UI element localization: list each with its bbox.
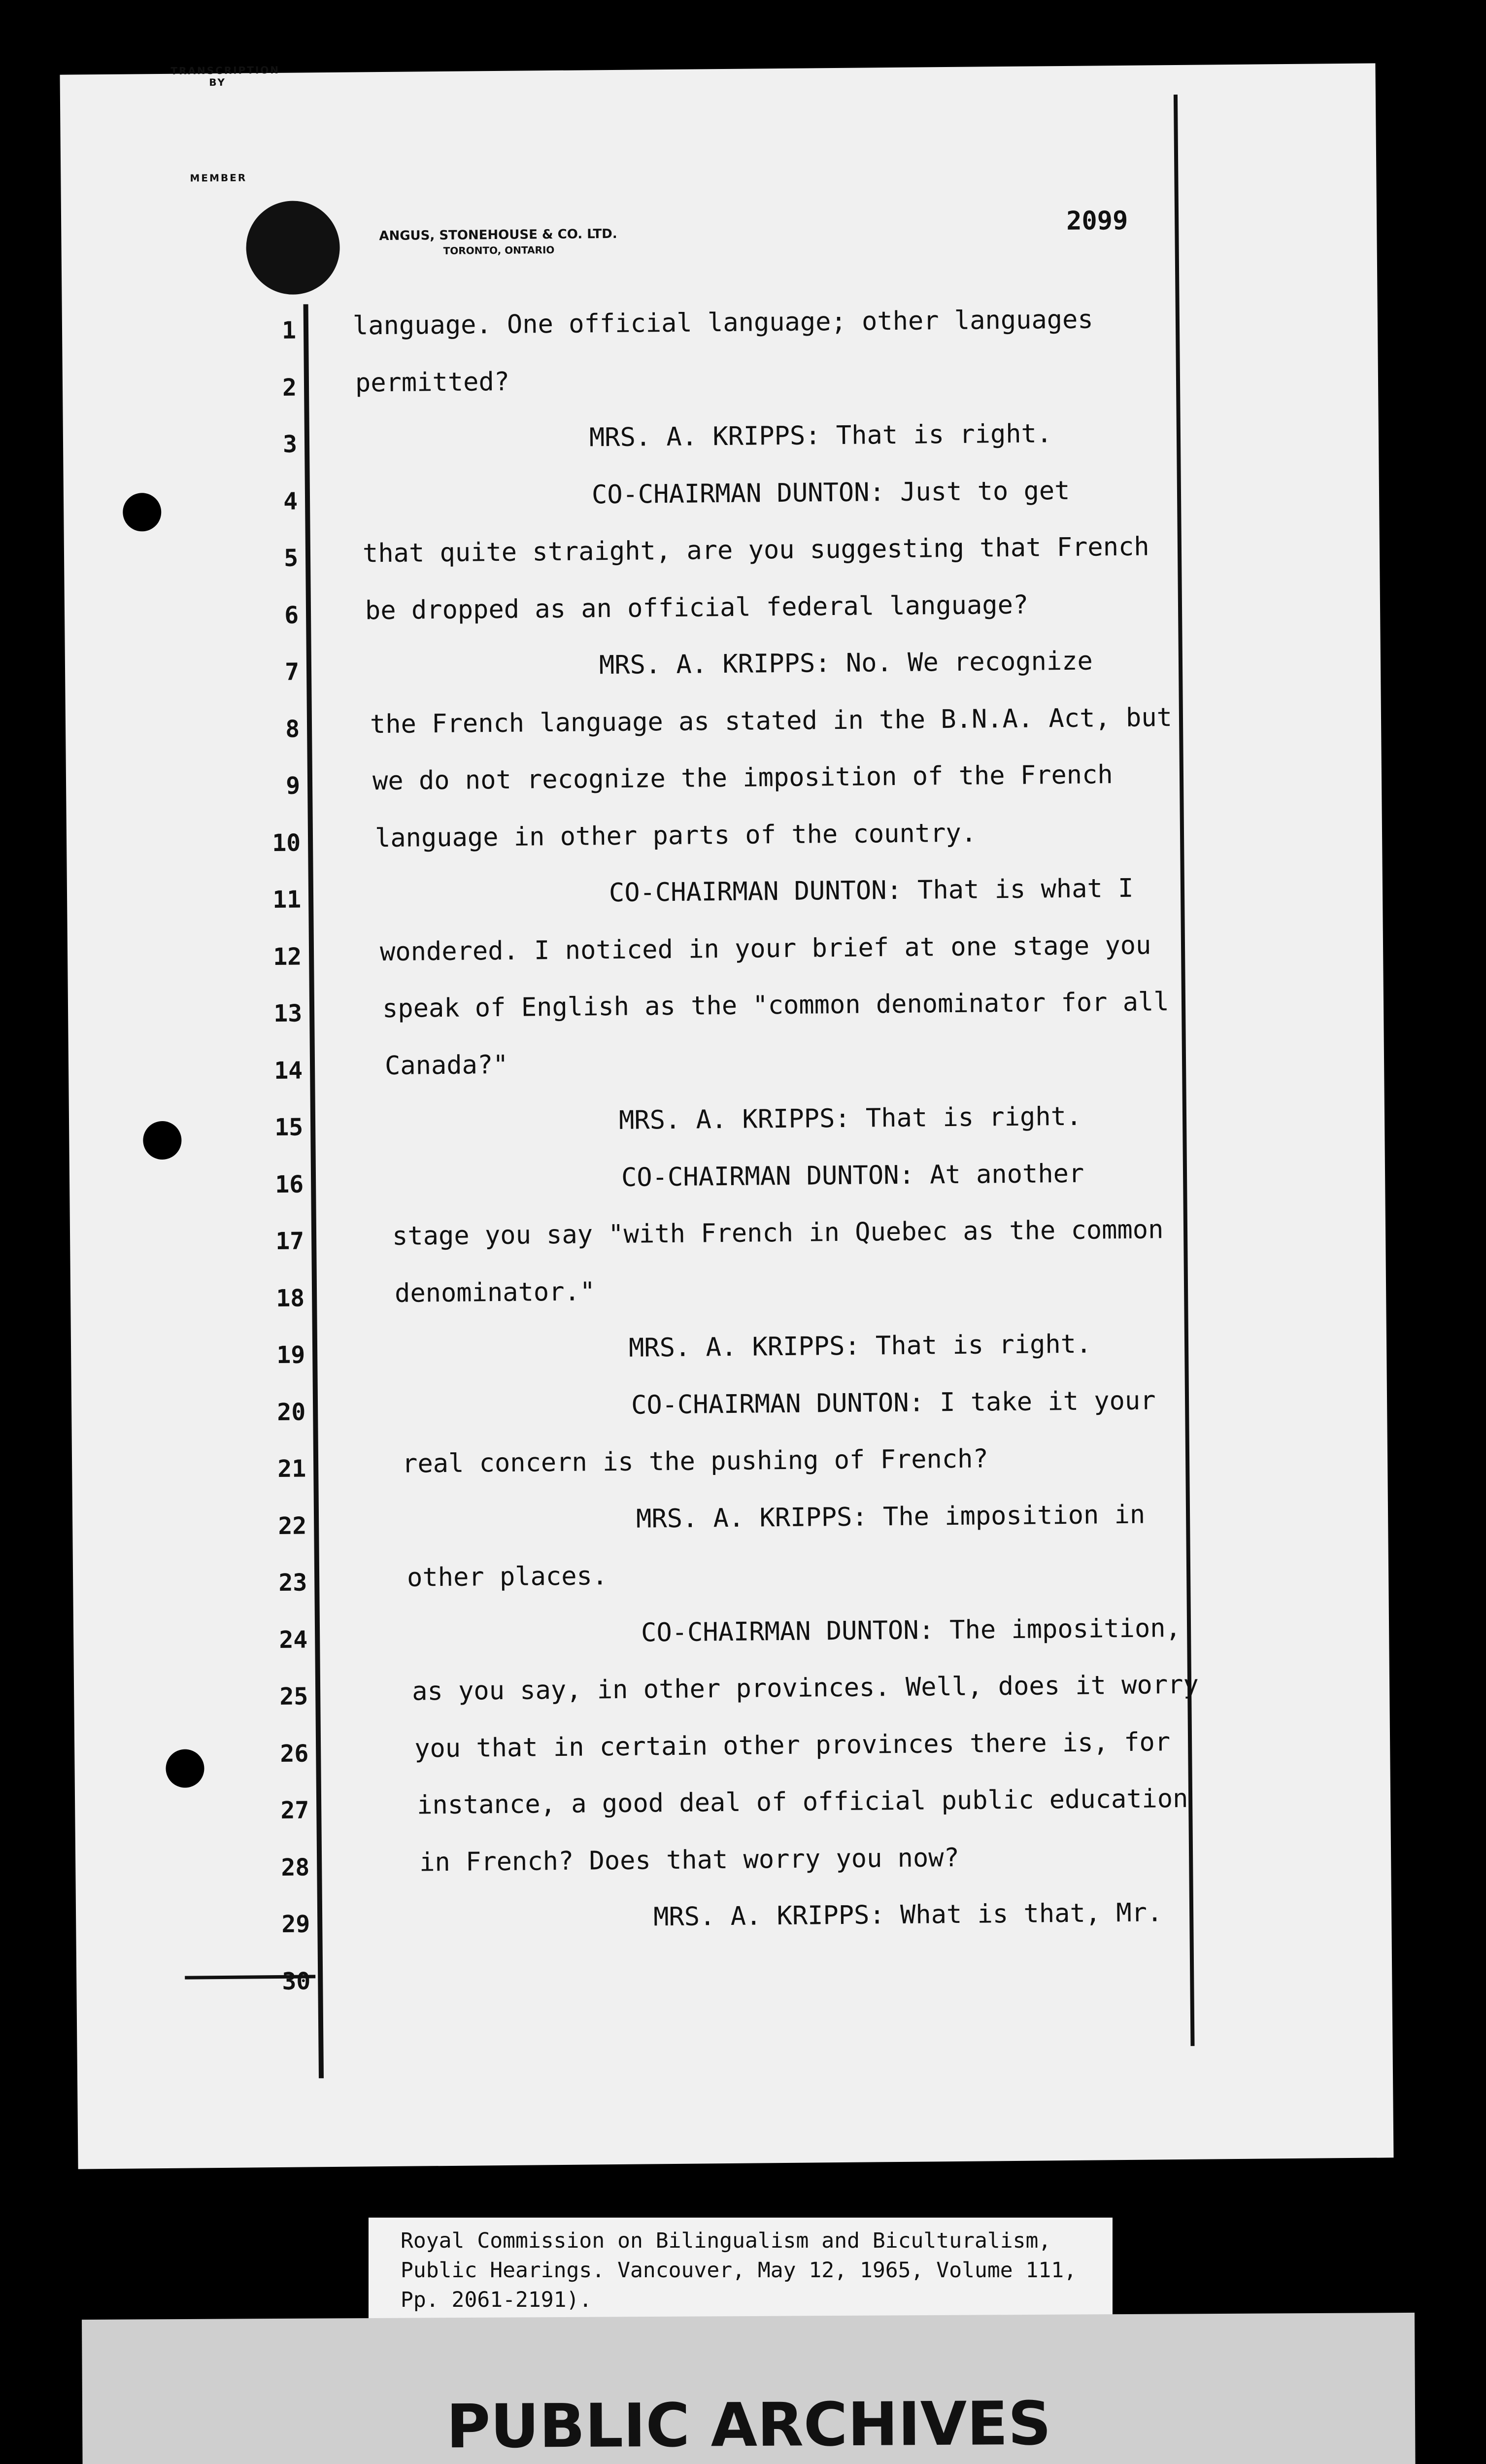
right-margin-rule [1174, 95, 1195, 2046]
line-number: 15 [274, 1113, 304, 1142]
line-number: 17 [275, 1227, 304, 1255]
transcript-line: MRS. A. KRIPPS: That is right. [618, 1101, 1082, 1135]
stamp-line-1: PUBLIC ARCHIVES [446, 2388, 1051, 2462]
line-number: 6 [284, 601, 299, 629]
transcript-line: that quite straight, are you suggesting that French [362, 532, 1149, 569]
line-number: 7 [284, 658, 300, 686]
transcript-line: CO-CHAIRMAN DUNTON: The imposition, [641, 1613, 1182, 1648]
transcript-line: real concern is the pushing of French? [402, 1444, 989, 1479]
line-number: 19 [276, 1341, 305, 1369]
transcript-line: MRS. A. KRIPPS: What is that, Mr. [653, 1898, 1163, 1932]
seal-logo-icon [246, 201, 340, 295]
transcript-line: CO-CHAIRMAN DUNTON: At another [621, 1159, 1084, 1193]
transcript-line: we do not recognize the imposition of the French [372, 760, 1113, 796]
transcript-line: MRS. A. KRIPPS: That is right. [628, 1329, 1092, 1363]
transcript-page [60, 63, 1394, 2169]
transcript-line: permitted? [355, 367, 510, 398]
line-number: 20 [277, 1398, 306, 1426]
line-number: 21 [277, 1455, 306, 1483]
line-number: 25 [279, 1682, 308, 1711]
transcript-line: language in other parts of the country. [374, 818, 977, 853]
line-number: 30 [282, 1967, 311, 1995]
archives-stamp [82, 2313, 1417, 2464]
line-number: 23 [278, 1569, 307, 1597]
transcript-line: speak of English as the "common denominator for all [382, 987, 1169, 1024]
citation-line: Public Hearings. Vancouver, May 12, 1965, Volume 111, [401, 2258, 1077, 2283]
line-number: 9 [285, 772, 301, 800]
citation-line: Royal Commission on Bilingualism and Biculturalism, [401, 2228, 1051, 2253]
line-number: 1 [281, 316, 297, 344]
transcript-line: the French language as stated in the B.N.A. Act, but [370, 702, 1173, 739]
transcript-line: other places. [406, 1561, 608, 1593]
line-number: 24 [279, 1625, 308, 1654]
line-number: 5 [283, 544, 299, 572]
transcript-line: MRS. A. KRIPPS: That is right. [589, 419, 1052, 453]
transcript-line: be dropped as an official federal language? [365, 590, 1029, 625]
punch-hole-icon [123, 493, 162, 532]
line-number: 4 [283, 487, 298, 515]
transcript-line: Canada?" [384, 1050, 508, 1081]
citation-caption [369, 2218, 1113, 2321]
line-number: 8 [285, 715, 300, 743]
line-number: 28 [281, 1853, 310, 1882]
citation-line: Pp. 2061-2191). [401, 2288, 592, 2312]
line-number: 18 [276, 1284, 305, 1312]
line-number: 16 [275, 1170, 304, 1198]
transcript-line: language. One official language; other languages [352, 305, 1093, 341]
seal-text-top: TRANSCRIPTION BY [170, 64, 280, 89]
publisher-name: ANGUS, STONEHOUSE & CO. LTD. [379, 226, 617, 244]
line-number: 3 [282, 430, 298, 458]
transcript-line: CO-CHAIRMAN DUNTON: Just to get [591, 476, 1070, 510]
line-number: 11 [272, 886, 302, 914]
transcript-line: you that in certain other provinces there is, for [414, 1727, 1171, 1764]
transcript-line: instance, a good deal of official public education [416, 1783, 1188, 1820]
line-number: 26 [280, 1739, 309, 1768]
transcript-line: as you say, in other provinces. Well, does it worry [411, 1670, 1199, 1707]
line-number: 29 [281, 1910, 310, 1938]
transcript-line: wondered. I noticed in your brief at one stage you [379, 930, 1151, 967]
punch-hole-icon [143, 1121, 182, 1160]
line-number: 14 [274, 1057, 303, 1085]
publisher-city: TORONTO, ONTARIO [443, 243, 555, 257]
seal-text-bottom: MEMBER [190, 171, 247, 184]
line-number: 12 [273, 943, 302, 971]
transcript-line: MRS. A. KRIPPS: The imposition in [636, 1500, 1146, 1534]
page-number: 2099 [1066, 205, 1128, 236]
line-number: 27 [280, 1796, 309, 1824]
transcript-line: CO-CHAIRMAN DUNTON: That is what I [608, 873, 1134, 908]
line-number: 2 [282, 374, 297, 402]
line-number: 10 [272, 829, 301, 857]
transcript-line: stage you say "with French in Quebec as the common [392, 1215, 1164, 1251]
transcript-line: CO-CHAIRMAN DUNTON: I take it your [631, 1385, 1156, 1420]
transcript-line: denominator." [394, 1276, 596, 1308]
transcript-line: MRS. A. KRIPPS: No. We recognize [599, 646, 1093, 681]
transcript-line: in French? Does that worry you now? [419, 1843, 960, 1878]
punch-hole-icon [166, 1749, 204, 1788]
line-number: 13 [273, 999, 303, 1028]
line-number: 22 [278, 1511, 307, 1540]
